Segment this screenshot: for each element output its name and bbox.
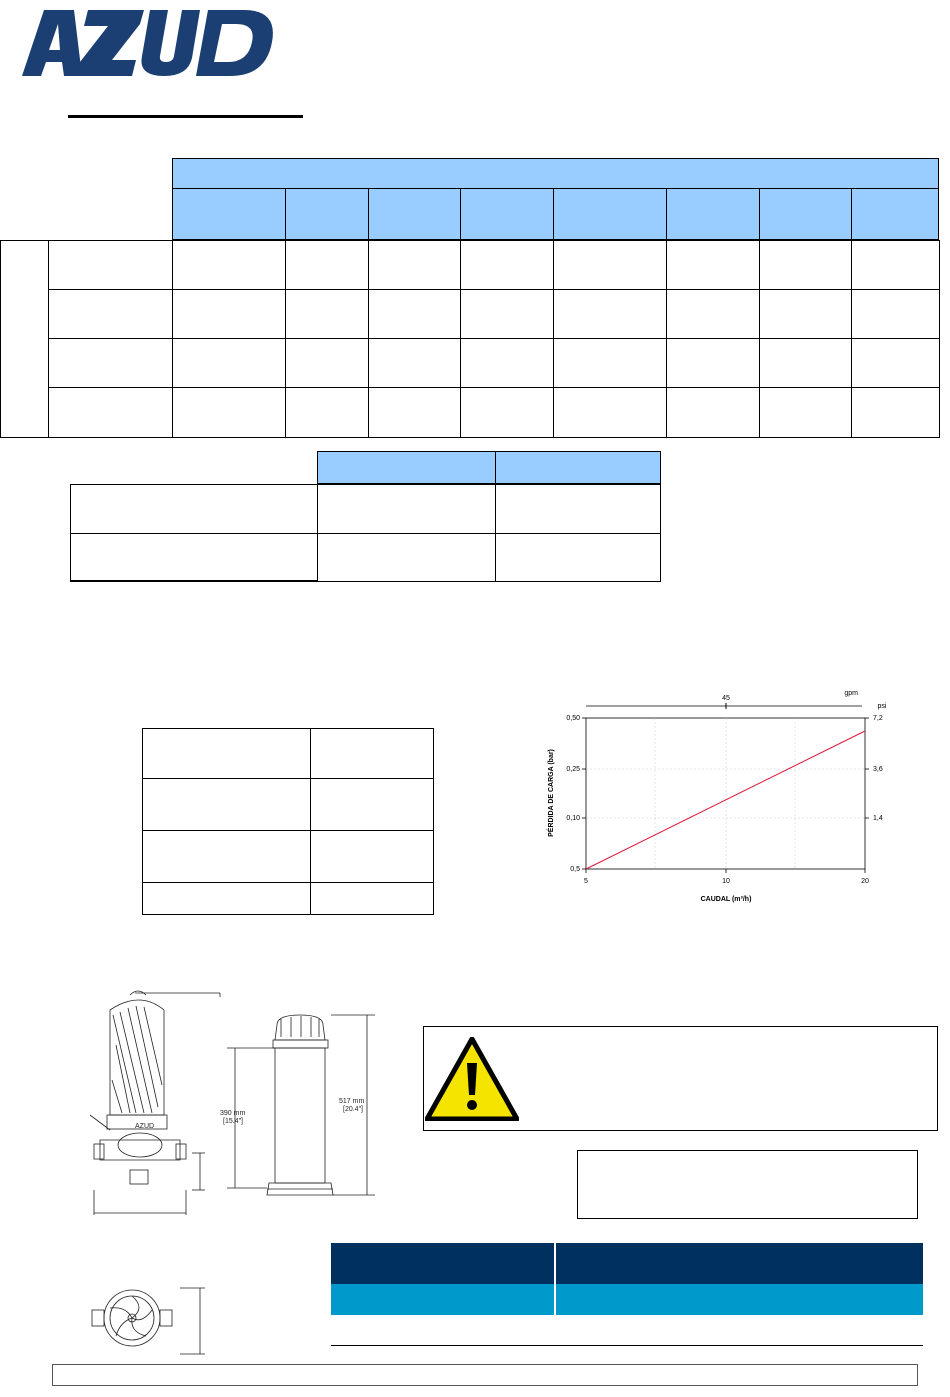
dark-band [331,1243,923,1284]
y-tick-1: 0,10 [566,815,580,822]
y-axis-label: PÉRDIDA DE CARGA (bar) [548,749,555,837]
y-tick-0: 0,5 [570,866,580,873]
dim-517-in: [20.4"] [343,1106,363,1113]
azud-logo [22,8,274,78]
pressure-loss-chart [520,680,900,910]
warning-box [423,1026,938,1131]
filter-top-drawing [80,1280,220,1360]
x-tick-2: 20 [861,878,869,885]
y-right-tick-2: 7,2 [873,715,883,722]
y-right-tick-1: 3,6 [873,766,883,773]
title-underline [68,115,303,118]
footer-box [52,1364,918,1386]
x-axis-label: CAUDAL (m³/h) [700,896,752,903]
warning-triangle-icon [425,1037,519,1121]
top-axis-label: gpm [844,690,858,697]
pressure-table [70,451,661,582]
top-axis-tick: 45 [722,695,730,702]
y-right-tick-0: 1,4 [873,815,883,822]
color-band-table [331,1243,923,1348]
svg-text:AZUD: AZUD [135,1123,155,1130]
cartridge-drawing [215,1005,390,1205]
y-tick-2: 0,25 [566,766,580,773]
x-tick-1: 10 [722,878,730,885]
x-tick-0: 5 [584,878,588,885]
dim-390-in: [15.4"] [223,1118,243,1125]
spec-table-header-top [172,158,939,189]
spec-table [0,158,940,438]
y-tick-3: 0,50 [566,715,580,722]
right-axis-label: psi [877,703,887,710]
cyan-band [331,1284,923,1315]
small-table [142,728,434,915]
dim-390: 390 mm [220,1110,246,1117]
spec-table-header-row [172,189,939,240]
dim-517: 517 mm [339,1098,365,1105]
note-box [577,1150,918,1219]
spec-table-body [0,240,940,438]
